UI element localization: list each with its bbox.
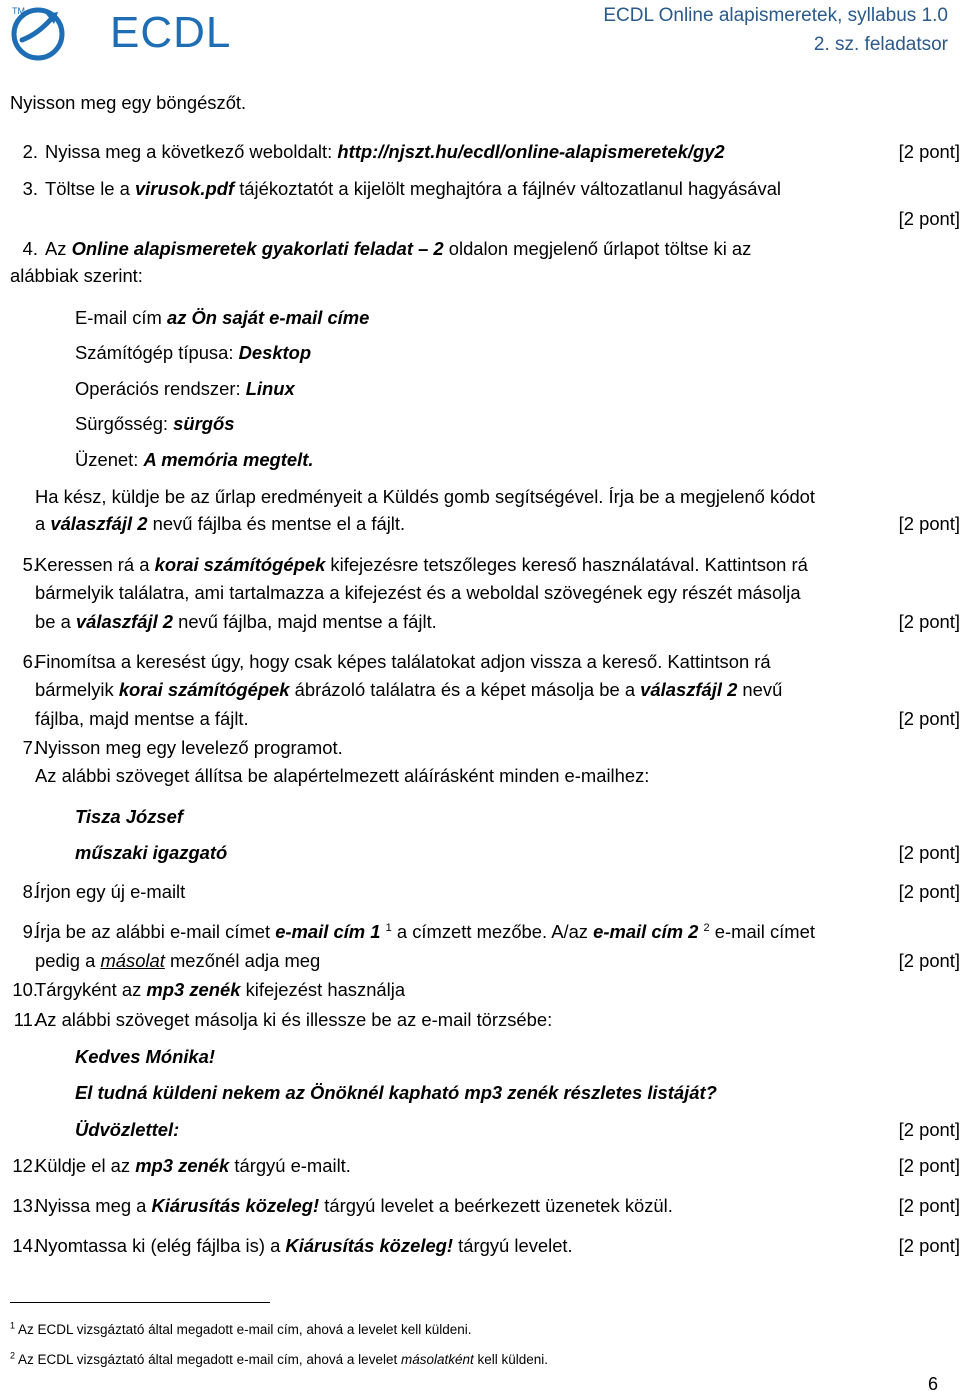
form-field-computer-type: [10, 340, 960, 366]
text: pedig a: [35, 950, 101, 971]
points: [2 pont]: [898, 208, 960, 229]
task-6-line3: [10, 706, 960, 732]
points: [2 pont]: [898, 950, 960, 971]
field-value: Desktop: [238, 342, 312, 363]
task-9: [10, 919, 960, 945]
task-8: [10, 879, 960, 905]
footnote-number: 2: [10, 1350, 16, 1361]
footnote-text: kell küldeni.: [473, 1352, 549, 1367]
task-4: [10, 236, 960, 262]
points: [2 pont]: [898, 881, 960, 902]
text: kifejezésre tetszőleges kereső használatával. Kattintson rá: [325, 554, 808, 575]
text: tájékoztatót a kijelölt meghajtóra a fájlnév változatlanul hagyásával: [234, 178, 782, 199]
task-3: [10, 176, 960, 202]
footnote-1: [10, 1322, 472, 1337]
text: Töltse le a: [45, 178, 135, 199]
task-7-line2: [10, 763, 960, 789]
points: [2 pont]: [898, 708, 960, 729]
text: Finomítsa a keresést úgy, hogy csak képes találatokat adjon vissza a kereső. Kattintson rá: [35, 651, 771, 672]
field-label: Sürgősség:: [75, 413, 174, 434]
task-5-line2: [10, 580, 960, 606]
text: fájlba, majd mentse a fájlt.: [35, 708, 249, 729]
quote-text: Üdvözlettel:: [75, 1119, 180, 1140]
quote-line-1: [10, 1044, 960, 1070]
text: nevű fájlba és mentse el a fájlt.: [147, 513, 406, 534]
text: alábbiak szerint:: [10, 265, 143, 286]
task-number: 9.: [22, 921, 38, 942]
intro-text: Nyisson meg egy böngészőt.: [10, 92, 247, 113]
points: [2 pont]: [898, 842, 960, 863]
emphasis: mp3 zenék: [135, 1155, 230, 1176]
emphasis: válaszfájl 2: [50, 513, 148, 534]
course-title: ECDL Online alapismeretek, syllabus 1.0: [603, 5, 948, 26]
field-label: Üzenet:: [75, 449, 144, 470]
task-13: [10, 1193, 960, 1219]
field-label: Számítógép típusa:: [75, 342, 239, 363]
task-5-line3: [10, 609, 960, 635]
signature-name: [10, 804, 960, 830]
task-14: [10, 1233, 960, 1259]
task-number: 13.: [12, 1195, 38, 1216]
text: mezőnél adja meg: [164, 950, 321, 971]
emphasis: válaszfájl 2: [75, 611, 174, 632]
task-number: 14.: [12, 1235, 38, 1256]
task-number: 10.: [12, 979, 38, 1000]
emphasis: Kiárusítás közeleg!: [151, 1195, 320, 1216]
points: [2 pont]: [898, 513, 960, 534]
points: [2 pont]: [898, 1195, 960, 1216]
text: nevű: [737, 679, 783, 700]
form-field-message: [10, 447, 960, 473]
emphasis: korai számítógépek: [154, 554, 326, 575]
signature-line: Tisza József: [75, 806, 184, 827]
field-value: az Ön saját e-mail címe: [166, 307, 370, 328]
quote-line-3: [10, 1117, 960, 1143]
points: [2 pont]: [898, 1119, 960, 1140]
text: Ha kész, küldje be az űrlap eredményeit a Küldés gomb segítségével. Írja be a megjelenő kódot: [35, 486, 816, 507]
points: [2 pont]: [898, 1155, 960, 1176]
text: a címzett mezőbe. A/az: [391, 921, 594, 942]
emphasis: korai számítógépek: [118, 679, 290, 700]
text: kifejezést használja: [240, 979, 406, 1000]
task-number: 11.: [13, 1009, 38, 1030]
text: Az alábbi szöveget állítsa be alapértelmezett aláírásként minden e-mailhez:: [35, 765, 650, 786]
text: tárgyú e-mailt.: [229, 1155, 351, 1176]
text: tárgyú levelet.: [453, 1235, 573, 1256]
quote-line-2: [10, 1080, 960, 1106]
text: Nyissa meg a következő weboldalt:: [45, 141, 338, 162]
text: ábrázoló találatra és a képet másolja be a: [289, 679, 641, 700]
task-text: [45, 139, 725, 165]
task-9-line2: [10, 948, 960, 974]
emphasis: e-mail cím 2: [593, 921, 699, 942]
text: Tárgyként az: [35, 979, 147, 1000]
field-value: A memória megtelt.: [143, 449, 314, 470]
emphasis: Online alapismeretek gyakorlati feladat – 2: [71, 238, 444, 259]
text: Az alábbi szöveget másolja ki és illessze be az e-mail törzsébe:: [35, 1009, 553, 1030]
text: tárgyú levelet a beérkezett üzenetek közül.: [319, 1195, 673, 1216]
form-field-urgency: [10, 411, 960, 437]
field-value: sürgős: [173, 413, 235, 434]
task-number: 4.: [22, 238, 38, 259]
logo-text: ECDL: [110, 8, 232, 57]
task-number: 3.: [22, 178, 38, 199]
footnote-ref: 2: [703, 921, 710, 934]
url: http://njszt.hu/ecdl/online-alapismeretek/gy2: [337, 141, 725, 162]
emphasis: e-mail cím 1: [275, 921, 381, 942]
task-number: 7.: [22, 737, 38, 758]
footnote-divider: [10, 1302, 270, 1303]
task-12: [10, 1153, 960, 1179]
field-value: Linux: [245, 378, 295, 399]
quote-text: El tudná küldeni nekem az Önöknél kapható mp3 zenék részletes listáját?: [75, 1082, 717, 1103]
footnote-text: Az ECDL vizsgáztató által megadott e-mail cím, ahová a levelet kell küldeni.: [18, 1322, 472, 1337]
text: Nyissa meg a: [35, 1195, 152, 1216]
text: bármelyik: [35, 679, 119, 700]
task-4-after-1: [10, 484, 960, 510]
text: e-mail címet: [709, 921, 815, 942]
task-text: [45, 176, 781, 202]
text: be a: [35, 611, 76, 632]
intro-line: [10, 90, 960, 116]
text: Nyomtassa ki (elég fájlba is) a: [35, 1235, 286, 1256]
task-number: 2.: [22, 141, 38, 162]
text: Küldje el az: [35, 1155, 136, 1176]
text: Nyisson meg egy levelező programot.: [35, 737, 343, 758]
text: Írja be az alábbi e-mail címet: [35, 921, 276, 942]
task-10: [10, 977, 960, 1003]
file-name: virusok.pdf: [134, 178, 235, 199]
footnote-ref: 1: [385, 921, 392, 934]
field-label: E-mail cím: [75, 307, 167, 328]
emphasis: válaszfájl 2: [640, 679, 738, 700]
task-text: [45, 236, 751, 262]
text: oldalon megjelenő űrlapot töltse ki az: [443, 238, 752, 259]
text: Írjon egy új e-mailt: [35, 881, 186, 902]
task-4-line2: [10, 263, 960, 289]
task-3-points: [10, 206, 960, 232]
emphasis: Kiárusítás közeleg!: [285, 1235, 454, 1256]
task-number: 6.: [22, 651, 38, 672]
signature-line: műszaki igazgató: [75, 842, 228, 863]
signature-title: [10, 840, 960, 866]
emphasis: mp3 zenék: [146, 979, 241, 1000]
task-11: [10, 1007, 960, 1033]
text: Az: [45, 238, 72, 259]
points: [2 pont]: [898, 141, 960, 162]
text: bármelyik találatra, ami tartalmazza a kifejezést és a weboldal szövegének egy részét másolja: [35, 582, 801, 603]
field-label: Operációs rendszer:: [75, 378, 246, 399]
task-4-after-2: [10, 511, 960, 537]
task-number: 5.: [22, 554, 38, 575]
text: a: [35, 513, 51, 534]
footnote-number: 1: [10, 1320, 16, 1331]
form-field-os: [10, 376, 960, 402]
task-number: 8.: [22, 881, 38, 902]
page-number: 6: [927, 1374, 938, 1394]
task-6-line2: [10, 677, 960, 703]
task-set-title: 2. sz. feladatsor: [813, 34, 948, 55]
quote-text: Kedves Mónika!: [75, 1046, 216, 1067]
points: [2 pont]: [898, 1235, 960, 1256]
task-5: [10, 552, 960, 578]
task-6: [10, 649, 960, 675]
emphasis: másolatként: [400, 1352, 474, 1367]
task-list: [10, 0, 960, 1399]
task-number: 12.: [12, 1155, 38, 1176]
form-field-email: [10, 305, 960, 331]
text: Keressen rá a: [35, 554, 155, 575]
text: nevű fájlba, majd mentse a fájlt.: [173, 611, 437, 632]
points: [2 pont]: [898, 611, 960, 632]
footnote-text: Az ECDL vizsgáztató által megadott e-mail cím, ahová a levelet: [18, 1352, 401, 1367]
trademark-mark: TM: [12, 6, 25, 16]
emphasis: másolat: [100, 950, 165, 971]
task-2: [10, 139, 960, 165]
task-7: [10, 735, 960, 761]
footnote-2: [10, 1352, 548, 1367]
